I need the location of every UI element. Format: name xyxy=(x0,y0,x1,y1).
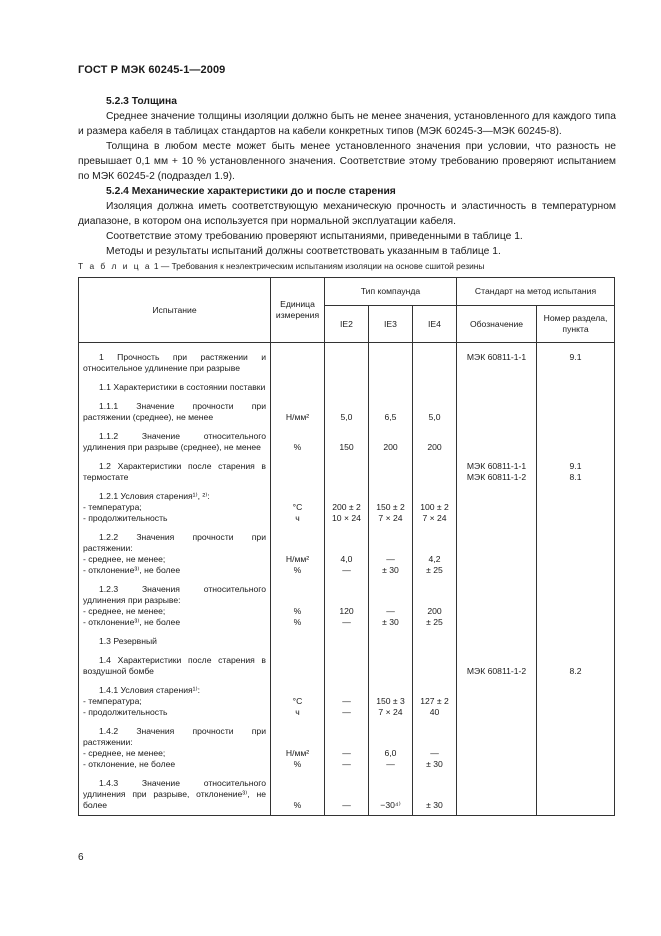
table-caption xyxy=(78,261,484,271)
cell-ie4 xyxy=(413,651,457,681)
cell-ie3 xyxy=(369,343,413,379)
cell-line xyxy=(325,584,368,595)
cell-line: - температура; xyxy=(83,696,142,706)
cell-line: 1.1 Характеристики в состоянии поставки xyxy=(99,382,266,392)
cell-line: 200 xyxy=(427,442,442,452)
cell-ie3 xyxy=(369,378,413,397)
cell-ie2 xyxy=(325,397,369,427)
cell-std xyxy=(457,722,537,774)
cell-line: −30⁴⁾ xyxy=(380,800,401,810)
cell-ie4 xyxy=(413,487,457,528)
cell-line: 4,0 xyxy=(340,554,353,564)
cell-line xyxy=(325,595,368,606)
cell-line xyxy=(369,584,412,595)
cell-line: 1.2.2 Значения прочности при растяжении: xyxy=(83,532,266,553)
cell-line: — xyxy=(342,800,351,810)
table-row xyxy=(79,528,615,580)
cell-line: 100 ± 2 xyxy=(420,502,449,512)
cell-std xyxy=(457,651,537,681)
cell-ie3 xyxy=(369,681,413,722)
cell-line: - отклонение, не более xyxy=(83,759,176,769)
cell-line: 6,5 xyxy=(384,412,397,422)
section-5-2-3 xyxy=(78,94,616,259)
cell-line: 1 Прочность при растяжении и относительное удлинение при разрыве xyxy=(83,352,266,373)
cell-line: 8.2 xyxy=(569,666,582,676)
cell-ie4 xyxy=(413,397,457,427)
paragraph: Методы и результаты испытаний должны соответствовать указанным в таблице 1. xyxy=(106,246,501,257)
cell-line: 6,0 xyxy=(384,748,397,758)
cell-line xyxy=(271,726,324,737)
cell-ie3 xyxy=(369,427,413,457)
cell-line xyxy=(369,595,412,606)
requirements-table xyxy=(78,277,615,816)
cell-unit xyxy=(271,774,325,816)
cell-line xyxy=(413,543,456,554)
cell-std xyxy=(457,681,537,722)
cell-std xyxy=(457,774,537,816)
table-row xyxy=(79,651,615,681)
cell-ie3 xyxy=(369,487,413,528)
cell-test xyxy=(79,378,271,397)
cell-test xyxy=(79,651,271,681)
cell-sec xyxy=(537,722,615,774)
cell-line: 150 ± 3 xyxy=(376,696,405,706)
cell-ie2 xyxy=(325,343,369,379)
table-row xyxy=(79,378,615,397)
cell-line: 1.4.3 Значение относительного удлинения при разрыве, отклонение³⁾, не более xyxy=(83,778,266,810)
cell-line xyxy=(271,491,324,502)
cell-line xyxy=(369,737,412,748)
cell-ie3 xyxy=(369,774,413,816)
cell-line: - отклонение³⁾, не более xyxy=(83,617,181,627)
cell-ie2 xyxy=(325,457,369,487)
cell-test xyxy=(79,457,271,487)
cell-line: ± 25 xyxy=(426,617,443,627)
cell-line: % xyxy=(293,617,302,627)
cell-line: ± 30 xyxy=(426,800,443,810)
cell-line xyxy=(271,737,324,748)
table-row xyxy=(79,487,615,528)
cell-sec xyxy=(537,397,615,427)
cell-line xyxy=(325,532,368,543)
cell-line: — xyxy=(342,696,351,706)
cell-ie3 xyxy=(369,651,413,681)
cell-line: 1.1.1 Значение прочности при растяжении (среднее), не менее xyxy=(83,401,266,422)
cell-line: °С xyxy=(292,502,303,512)
cell-ie4 xyxy=(413,580,457,632)
cell-line: ± 25 xyxy=(426,565,443,575)
table-row xyxy=(79,681,615,722)
cell-std xyxy=(457,487,537,528)
cell-std xyxy=(457,528,537,580)
cell-line xyxy=(413,737,456,748)
cell-line: 1.2 Характеристики после старения в термостате xyxy=(83,461,266,482)
cell-line xyxy=(271,595,324,606)
cell-line xyxy=(271,584,324,595)
cell-sec xyxy=(537,378,615,397)
cell-std xyxy=(457,580,537,632)
cell-line: МЭК 60811-1-1 xyxy=(466,352,527,362)
cell-unit xyxy=(271,632,325,651)
cell-line: % xyxy=(293,565,302,575)
cell-line: ± 30 xyxy=(426,759,443,769)
cell-line: 5,0 xyxy=(340,412,353,422)
cell-std xyxy=(457,427,537,457)
cell-line: 7 × 24 xyxy=(378,707,403,717)
paragraph: Среднее значение толщины изоляции должно быть не менее значения, установленного для каждого типа и размера кабеля в таблицах стандартов на кабели конкретных типов (МЭК 60245-3—МЭК 60245-8). xyxy=(78,111,616,137)
cell-ie3 xyxy=(369,580,413,632)
cell-ie2 xyxy=(325,427,369,457)
cell-ie4 xyxy=(413,774,457,816)
cell-unit xyxy=(271,651,325,681)
cell-ie4 xyxy=(413,343,457,379)
cell-unit xyxy=(271,397,325,427)
paragraph: Изоляция должна иметь соответствующую механическую прочность и эластичность в температурном диапазоне, в котором она используется при нормальной эксплуатации кабеля. xyxy=(78,201,616,227)
cell-std xyxy=(457,457,537,487)
cell-line: — xyxy=(342,565,351,575)
page-number: 6 xyxy=(78,852,84,863)
cell-line xyxy=(325,726,368,737)
cell-test xyxy=(79,397,271,427)
cell-line: - среднее, не менее; xyxy=(83,748,166,758)
cell-line: МЭК 60811-1-1 xyxy=(466,461,527,471)
table-row xyxy=(79,774,615,816)
cell-line: - среднее, не менее; xyxy=(83,606,166,616)
header-section-number: Номер раздела, пункта xyxy=(537,306,615,343)
cell-line: — xyxy=(342,617,351,627)
cell-line xyxy=(413,584,456,595)
cell-line: 1.2.3 Значения относительного удлинения при разрыве: xyxy=(83,584,266,605)
cell-line: - отклонение³⁾, не более xyxy=(83,565,181,575)
table-row xyxy=(79,580,615,632)
cell-ie2 xyxy=(325,681,369,722)
cell-line: 1.3 Резервный xyxy=(99,636,157,646)
cell-line: МЭК 60811-1-2 xyxy=(466,472,527,482)
cell-line: % xyxy=(293,800,302,810)
cell-line: 200 ± 2 xyxy=(332,502,361,512)
header-unit: Единица измерения xyxy=(271,278,325,343)
cell-line xyxy=(369,726,412,737)
cell-line: - температура; xyxy=(83,502,142,512)
cell-line: — xyxy=(342,748,351,758)
cell-line: % xyxy=(293,442,302,452)
cell-line xyxy=(369,491,412,502)
cell-line: - среднее, не менее; xyxy=(83,554,166,564)
cell-test xyxy=(79,632,271,651)
cell-test xyxy=(79,774,271,816)
cell-line: - продолжительность xyxy=(83,707,168,717)
section-title-thickness: 5.2.3 Толщина xyxy=(106,96,177,107)
table-caption-prefix: Т а б л и ц а xyxy=(78,261,152,271)
cell-line: — xyxy=(342,707,351,717)
cell-sec xyxy=(537,651,615,681)
cell-line: 1.4.2 Значения прочности при растяжении: xyxy=(83,726,266,747)
cell-line: 9.1 xyxy=(569,352,582,362)
cell-line: 4,2 xyxy=(428,554,441,564)
cell-ie2 xyxy=(325,774,369,816)
cell-unit xyxy=(271,580,325,632)
cell-ie4 xyxy=(413,632,457,651)
cell-sec xyxy=(537,427,615,457)
cell-line: Н/мм² xyxy=(285,554,310,564)
cell-line xyxy=(413,726,456,737)
cell-ie4 xyxy=(413,427,457,457)
cell-test xyxy=(79,722,271,774)
header-test: Испытание xyxy=(79,278,271,343)
cell-line: 120 xyxy=(339,606,354,616)
cell-ie2 xyxy=(325,378,369,397)
table-body xyxy=(79,343,615,816)
cell-line: — xyxy=(386,606,395,616)
cell-line: 10 × 24 xyxy=(332,513,361,523)
cell-unit xyxy=(271,681,325,722)
cell-line: Н/мм² xyxy=(285,412,310,422)
cell-line: 1.4.1 Условия старения¹⁾: xyxy=(99,685,201,695)
cell-ie2 xyxy=(325,651,369,681)
cell-line: 7 × 24 xyxy=(378,513,403,523)
table-row xyxy=(79,457,615,487)
cell-line: — xyxy=(386,554,395,564)
table-row xyxy=(79,343,615,379)
cell-line: 5,0 xyxy=(428,412,441,422)
cell-ie4 xyxy=(413,722,457,774)
cell-test xyxy=(79,580,271,632)
cell-unit xyxy=(271,427,325,457)
cell-line xyxy=(369,685,412,696)
cell-unit xyxy=(271,722,325,774)
cell-line: МЭК 60811-1-2 xyxy=(466,666,527,676)
paragraph: Толщина в любом месте может быть менее установленного значения при условии, что разность не превышает 0,1 мм + 10 % установленного значения. Соответствие этому требованию проверяют испытанием по МЭК 60245-2 (подраздел 1.9). xyxy=(78,141,616,182)
cell-sec xyxy=(537,457,615,487)
cell-test xyxy=(79,681,271,722)
cell-line: 1.1.2 Значение относительного удлинения при разрыве (среднее), не менее xyxy=(83,431,266,452)
cell-unit xyxy=(271,378,325,397)
cell-ie3 xyxy=(369,632,413,651)
cell-line xyxy=(457,655,536,666)
header-standard: Стандарт на метод испытания xyxy=(457,278,615,306)
cell-ie2 xyxy=(325,580,369,632)
cell-line: 150 xyxy=(339,442,354,452)
cell-ie4 xyxy=(413,681,457,722)
cell-ie4 xyxy=(413,378,457,397)
cell-line: — xyxy=(342,759,351,769)
cell-line: 8.1 xyxy=(569,472,582,482)
cell-line: 7 × 24 xyxy=(422,513,447,523)
header-ie3: IE3 xyxy=(369,306,413,343)
cell-line: — xyxy=(386,759,395,769)
cell-line xyxy=(413,532,456,543)
cell-sec xyxy=(537,580,615,632)
cell-line xyxy=(413,595,456,606)
cell-line: 200 xyxy=(383,442,398,452)
cell-ie3 xyxy=(369,528,413,580)
cell-std xyxy=(457,378,537,397)
cell-std xyxy=(457,397,537,427)
cell-line: ± 30 xyxy=(382,565,399,575)
cell-ie2 xyxy=(325,722,369,774)
cell-line xyxy=(537,655,614,666)
cell-line: 40 xyxy=(429,707,440,717)
cell-ie2 xyxy=(325,632,369,651)
header-ie4: IE4 xyxy=(413,306,457,343)
table-row xyxy=(79,632,615,651)
cell-test xyxy=(79,427,271,457)
cell-sec xyxy=(537,632,615,651)
cell-ie2 xyxy=(325,487,369,528)
cell-ie3 xyxy=(369,722,413,774)
cell-line: ± 30 xyxy=(382,617,399,627)
table-caption-text: 1 — Требования к неэлектрическим испытаниям изоляции на основе сшитой резины xyxy=(151,261,485,271)
cell-test xyxy=(79,528,271,580)
cell-ie4 xyxy=(413,528,457,580)
cell-line: ч xyxy=(295,513,300,523)
cell-line xyxy=(271,685,324,696)
cell-test xyxy=(79,343,271,379)
cell-line xyxy=(325,491,368,502)
cell-sec xyxy=(537,343,615,379)
cell-line xyxy=(325,543,368,554)
cell-line: °С xyxy=(292,696,303,706)
cell-line xyxy=(413,491,456,502)
table-row xyxy=(79,397,615,427)
cell-line xyxy=(271,532,324,543)
cell-line xyxy=(413,685,456,696)
table-row xyxy=(79,427,615,457)
paragraph: Соответствие этому требованию проверяют испытаниями, приведенными в таблице 1. xyxy=(106,231,523,242)
cell-line: 200 xyxy=(427,606,442,616)
cell-sec xyxy=(537,528,615,580)
section-title-mechanical: 5.2.4 Механические характеристики до и после старения xyxy=(106,186,396,197)
cell-line: 9.1 xyxy=(569,461,582,471)
cell-unit xyxy=(271,343,325,379)
cell-sec xyxy=(537,487,615,528)
cell-ie4 xyxy=(413,457,457,487)
cell-line: ч xyxy=(295,707,300,717)
cell-line xyxy=(369,543,412,554)
cell-ie3 xyxy=(369,457,413,487)
cell-line: - продолжительность xyxy=(83,513,168,523)
cell-line xyxy=(369,532,412,543)
cell-test xyxy=(79,487,271,528)
header-compound-type: Тип компаунда xyxy=(325,278,457,306)
cell-sec xyxy=(537,774,615,816)
header-designation: Обозначение xyxy=(457,306,537,343)
cell-line: — xyxy=(430,748,439,758)
cell-unit xyxy=(271,487,325,528)
cell-line: 127 ± 2 xyxy=(420,696,449,706)
cell-line xyxy=(325,737,368,748)
cell-line: % xyxy=(293,759,302,769)
cell-std xyxy=(457,632,537,651)
cell-ie2 xyxy=(325,528,369,580)
table-row xyxy=(79,722,615,774)
cell-line: 150 ± 2 xyxy=(376,502,405,512)
cell-line: 1.4 Характеристики после старения в воздушной бомбе xyxy=(83,655,266,676)
cell-unit xyxy=(271,528,325,580)
cell-line: % xyxy=(293,606,302,616)
cell-line: 1.2.1 Условия старения¹⁾, ²⁾: xyxy=(99,491,210,501)
cell-ie3 xyxy=(369,397,413,427)
cell-line xyxy=(325,685,368,696)
cell-std xyxy=(457,343,537,379)
document-header: ГОСТ Р МЭК 60245-1—2009 xyxy=(78,64,226,76)
cell-unit xyxy=(271,457,325,487)
cell-line: Н/мм² xyxy=(285,748,310,758)
cell-line xyxy=(271,543,324,554)
cell-sec xyxy=(537,681,615,722)
header-ie2: IE2 xyxy=(325,306,369,343)
